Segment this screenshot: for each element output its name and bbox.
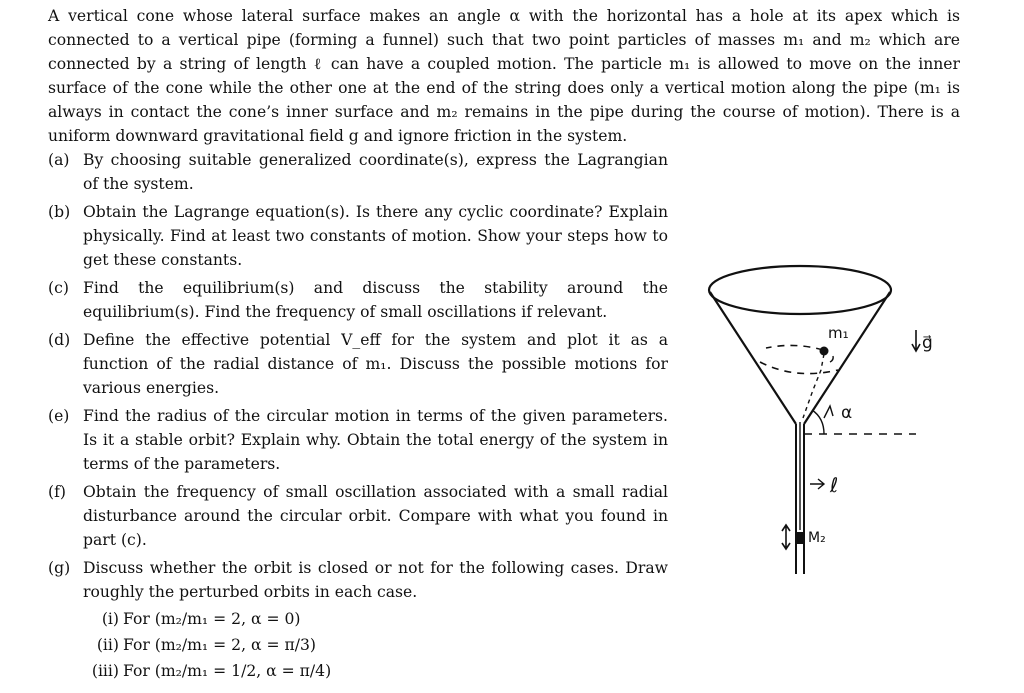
orbit-front-arc [760, 362, 838, 374]
intro-paragraph: A vertical cone whose lateral surface makes an angle α with the horizontal has a hole at its apex which is connected to a vertical pipe (forming a funnel) such that two point particles of masses m₁ and m₂ which are connected by a string of length ℓ can have a coupled motion. The particle m₁ is allowed to move on the inner surface of the cone while the other one at the end of the string does only a vertical motion along the pipe (m₁ is always in contact the cone’s inner surface and m₂ remains in the pipe during the course of motion). There is a uniform downward gravitational field g and ignore friction in the system. [48, 7, 960, 145]
part-label: (b) [48, 203, 71, 221]
m2-motion-arrow [782, 525, 790, 549]
m2-label: M₂ [808, 530, 826, 546]
funnel-diagram [700, 258, 940, 578]
subpart-label: (ii) [96, 636, 119, 654]
question-part-e [48, 404, 668, 476]
question-part-d [48, 328, 668, 400]
part-label: (e) [48, 407, 70, 425]
length-arrow [810, 479, 824, 489]
part-text: Discuss whether the orbit is closed or not for the following cases. Draw roughly the perturbed orbits in each case. [83, 559, 668, 601]
cone-rim [709, 266, 891, 314]
orbit-back-arc [766, 345, 823, 350]
subpart-text: For (m₂/m₁ = 2, α = 0) [123, 610, 301, 628]
funnel-sketch [700, 258, 940, 578]
subpart-text: For (m₂/m₁ = 1/2, α = π/4) [123, 662, 332, 680]
ell-label: ℓ [830, 473, 839, 497]
part-text: Find the equilibrium(s) and discuss the stability around the equilibrium(s). Find the frequency of small oscillations if relevant. [83, 279, 668, 321]
subpart-i [83, 606, 668, 632]
part-text: By choosing suitable generalized coordinate(s), express the Lagrangian of the system. [83, 151, 668, 193]
part-text: Obtain the Lagrange equation(s). Is there any cyclic coordinate? Explain physically. Find at least two constants of motion. Show your steps how to get these constants. [83, 203, 668, 269]
gravity-label: g⃗ [922, 333, 933, 353]
subpart-list [83, 606, 668, 684]
angle-arc [812, 410, 824, 434]
subpart-label: (iii) [91, 662, 119, 680]
subpart-label: (i) [101, 610, 119, 628]
angle-arrow [824, 406, 833, 418]
question-list [48, 148, 668, 688]
part-label: (d) [48, 331, 71, 349]
part-label: (a) [48, 151, 70, 169]
question-part-b [48, 200, 668, 272]
part-text: Define the effective potential V_eff for the system and plot it as a function of the radial distance of m₁. Discuss the possible motions for various energies. [83, 331, 668, 397]
subpart-text: For (m₂/m₁ = 2, α = π/3) [123, 636, 317, 654]
subpart-ii [83, 632, 668, 658]
problem-statement [48, 4, 960, 148]
part-text: Find the radius of the circular motion in terms of the given parameters. Is it a stable orbit? Explain why. Obtain the total energy of the system in terms of the parameters. [83, 407, 668, 473]
m1-label: m₁ [828, 324, 849, 342]
part-label: (f) [48, 483, 66, 501]
alpha-label: α [841, 403, 853, 423]
mass-m2 [796, 532, 804, 544]
cone-left-side [710, 292, 796, 424]
question-part-c [48, 276, 668, 324]
part-text: Obtain the frequency of small oscillation associated with a small radial disturbance around the circular orbit. Compare with what you found in part (c). [83, 483, 668, 549]
mass-m1 [820, 347, 829, 356]
part-label: (c) [48, 279, 69, 297]
part-label: (g) [48, 559, 71, 577]
velocity-arrow [830, 356, 833, 362]
question-part-a [48, 148, 668, 196]
gravity-arrow-icon [912, 330, 920, 351]
question-part-f [48, 480, 668, 552]
question-part-g [48, 556, 668, 684]
subpart-iii [83, 658, 668, 684]
